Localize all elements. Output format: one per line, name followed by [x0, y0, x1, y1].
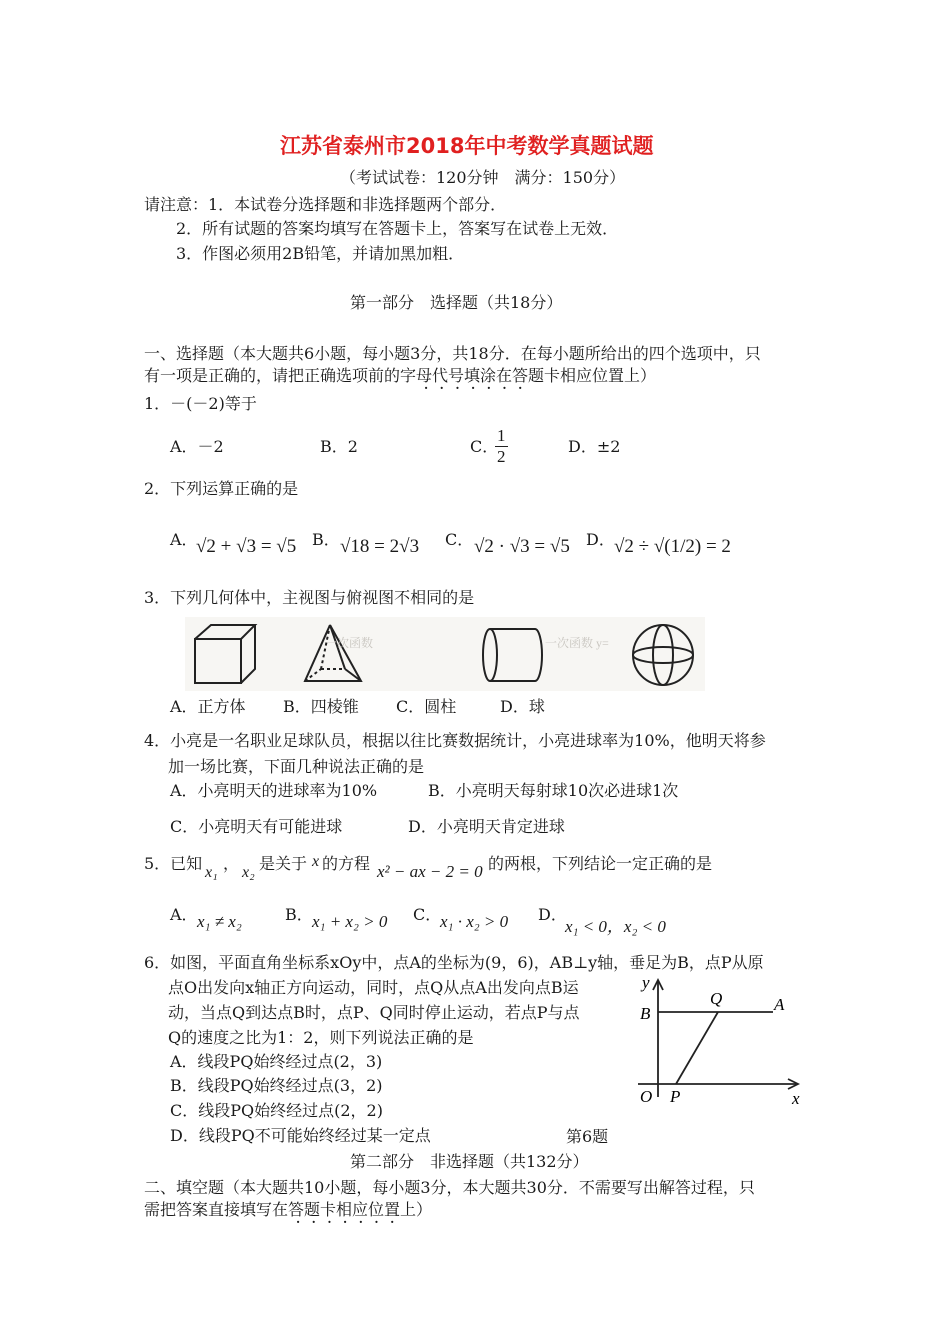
exam-subtitle: （考试试卷：120分钟 满分：150分） — [340, 168, 626, 187]
q1-option-c-label: C． — [470, 437, 499, 456]
q2-option-c-label: C． — [445, 530, 474, 549]
q5-x1: x₁ — [205, 864, 218, 881]
q2-option-d-label: D． — [586, 530, 615, 549]
q2-option-a-expr: √2 + √3 = √5 — [196, 536, 297, 557]
q4-option-c: C．小亮明天有可能进球 — [170, 817, 343, 836]
q6-stem-line-3: 动，当点Q到达点B时，点P、Q同时停止运动，若点P与点 — [168, 1003, 580, 1022]
bleed-through-text-2: 一次函数 y= — [545, 636, 609, 650]
q2-option-d-expr: √2 ÷ √(1/2) = 2 — [614, 536, 731, 557]
q6-stem-line-2: 点O出发向x轴正方向运动，同时，点Q从点A出发向点B运 — [168, 978, 579, 997]
q4-option-b: B．小亮明天每射球10次必进球1次 — [428, 781, 679, 800]
q6-option-c: C．线段PQ始终经过点(2，2) — [170, 1101, 383, 1120]
part-2-heading: 第二部分 非选择题（共132分） — [350, 1152, 589, 1171]
q3-option-c: C．圆柱 — [396, 697, 457, 716]
q6-option-a: A．线段PQ始终经过点(2，3) — [170, 1052, 383, 1071]
q1-c-numerator: 1 — [497, 426, 506, 445]
note-1: 请注意：1．本试卷分选择题和非选择题两个部分． — [144, 195, 507, 214]
q3-solids-figure — [185, 617, 705, 691]
q5-option-d-label: D． — [538, 905, 567, 924]
q5-option-c-expr: x₁ · x₂ > 0 — [440, 912, 509, 931]
page-title: 江苏省泰州市2018年中考数学真题试题 — [280, 134, 654, 158]
q5-option-a-label: A． — [170, 905, 198, 924]
q5-option-c-label: C． — [413, 905, 442, 924]
q6-figure-caption: 第6题 — [566, 1127, 609, 1146]
note-2: 2．所有试题的答案均填写在答题卡上，答案写在试卷上无效． — [176, 219, 619, 238]
q5-var-x: x — [312, 853, 320, 870]
q3-option-b: B．四棱锥 — [283, 697, 359, 716]
q1-stem: 1．－(－2)等于 — [144, 394, 257, 413]
q5-comma: ， — [223, 854, 240, 873]
q2-option-a-label: A． — [170, 530, 198, 549]
emphasis-dots-1: ······· — [424, 381, 534, 395]
section-2-line-1: 二、填空题（本大题共10小题，每小题3分，本大题共30分．不需要写出解答过程，只 — [144, 1178, 755, 1197]
figure-background — [185, 617, 705, 691]
section-2-line-2: 需把答案直接填写在答题卡相应位置上） — [144, 1200, 433, 1219]
q5-stem-mid: 是关于 — [259, 854, 308, 873]
q6-option-d: D．线段PQ不可能始终经过某一定点 — [170, 1126, 431, 1145]
fig-label-b: B — [640, 1004, 651, 1023]
q4-stem-line-1: 4．小亮是一名职业足球队员，根据以往比赛数据统计，小亮进球率为10%，他明天将参 — [144, 731, 766, 750]
q6-stem-line-4: Q的速度之比为1：2，则下列说法正确的是 — [168, 1028, 474, 1047]
q4-option-a: A．小亮明天的进球率为10% — [170, 781, 378, 800]
q2-option-c-expr: √2 · √3 = √5 — [474, 536, 570, 557]
q5-x2: x₂ — [242, 864, 255, 881]
q3-stem: 3．下列几何体中，主视图与俯视图不相同的是 — [144, 588, 475, 607]
q5-option-b-expr: x₁ + x₂ > 0 — [312, 912, 388, 931]
q5-stem-mid2: 的方程 — [322, 854, 371, 873]
q1-c-denominator: 2 — [497, 447, 506, 466]
q2-option-b-expr: √18 = 2√3 — [340, 536, 420, 557]
note-3: 3．作图必须用2B铅笔，并请加黑加粗． — [176, 244, 465, 263]
q3-option-a: A．正方体 — [170, 697, 246, 716]
section-1-line-2: 有一项是正确的，请把正确选项前的字母代号填涂在答题卡相应位置上） — [144, 366, 657, 385]
q4-option-d: D．小亮明天肯定进球 — [408, 817, 565, 836]
q3-option-d: D．球 — [500, 697, 545, 716]
q1-option-d: D．±2 — [568, 437, 621, 456]
bleed-through-text-1: 一次函数 — [325, 636, 374, 650]
q5-option-b-label: B． — [285, 905, 313, 924]
q5-stem-pre: 5．已知 — [144, 854, 203, 873]
q6-stem-line-1: 6．如图，平面直角坐标系xOy中，点A的坐标为(9，6)，AB⊥y轴，垂足为B，点P从原 — [144, 953, 764, 972]
q2-stem: 2．下列运算正确的是 — [144, 479, 299, 498]
fig-label-q: Q — [710, 989, 723, 1008]
q1-option-a: A．－2 — [170, 437, 224, 456]
q1-option-b: B．2 — [320, 437, 358, 456]
fig-label-x: x — [792, 1089, 800, 1108]
fig-label-p: P — [670, 1087, 681, 1106]
q6-option-b: B．线段PQ始终经过点(3，2) — [170, 1076, 383, 1095]
q5-option-a-expr: x₁ ≠ x₂ — [197, 912, 242, 931]
emphasis-dots-2: ······· — [296, 1215, 406, 1229]
q4-stem-line-2: 加一场比赛，下面几种说法正确的是 — [168, 757, 425, 776]
q5-stem-post: 的两根，下列结论一定正确的是 — [488, 854, 713, 873]
part-1-heading: 第一部分 选择题（共18分） — [350, 293, 563, 312]
q6-coordinate-figure — [628, 972, 813, 1112]
q2-option-b-label: B． — [312, 530, 340, 549]
fig-label-o: O — [640, 1087, 653, 1106]
fig-label-y: y — [642, 973, 650, 992]
segment-pq — [676, 1012, 718, 1084]
fig-label-a: A — [774, 995, 785, 1014]
section-1-line-1: 一、选择题（本大题共6小题，每小题3分，共18分．在每小题所给出的四个选项中，只 — [144, 344, 761, 363]
q1-option-c-fraction — [495, 426, 508, 467]
q5-option-d-expr: x₁ < 0，x₂ < 0 — [565, 917, 666, 936]
q5-equation: x² − ax − 2 = 0 — [377, 862, 483, 881]
